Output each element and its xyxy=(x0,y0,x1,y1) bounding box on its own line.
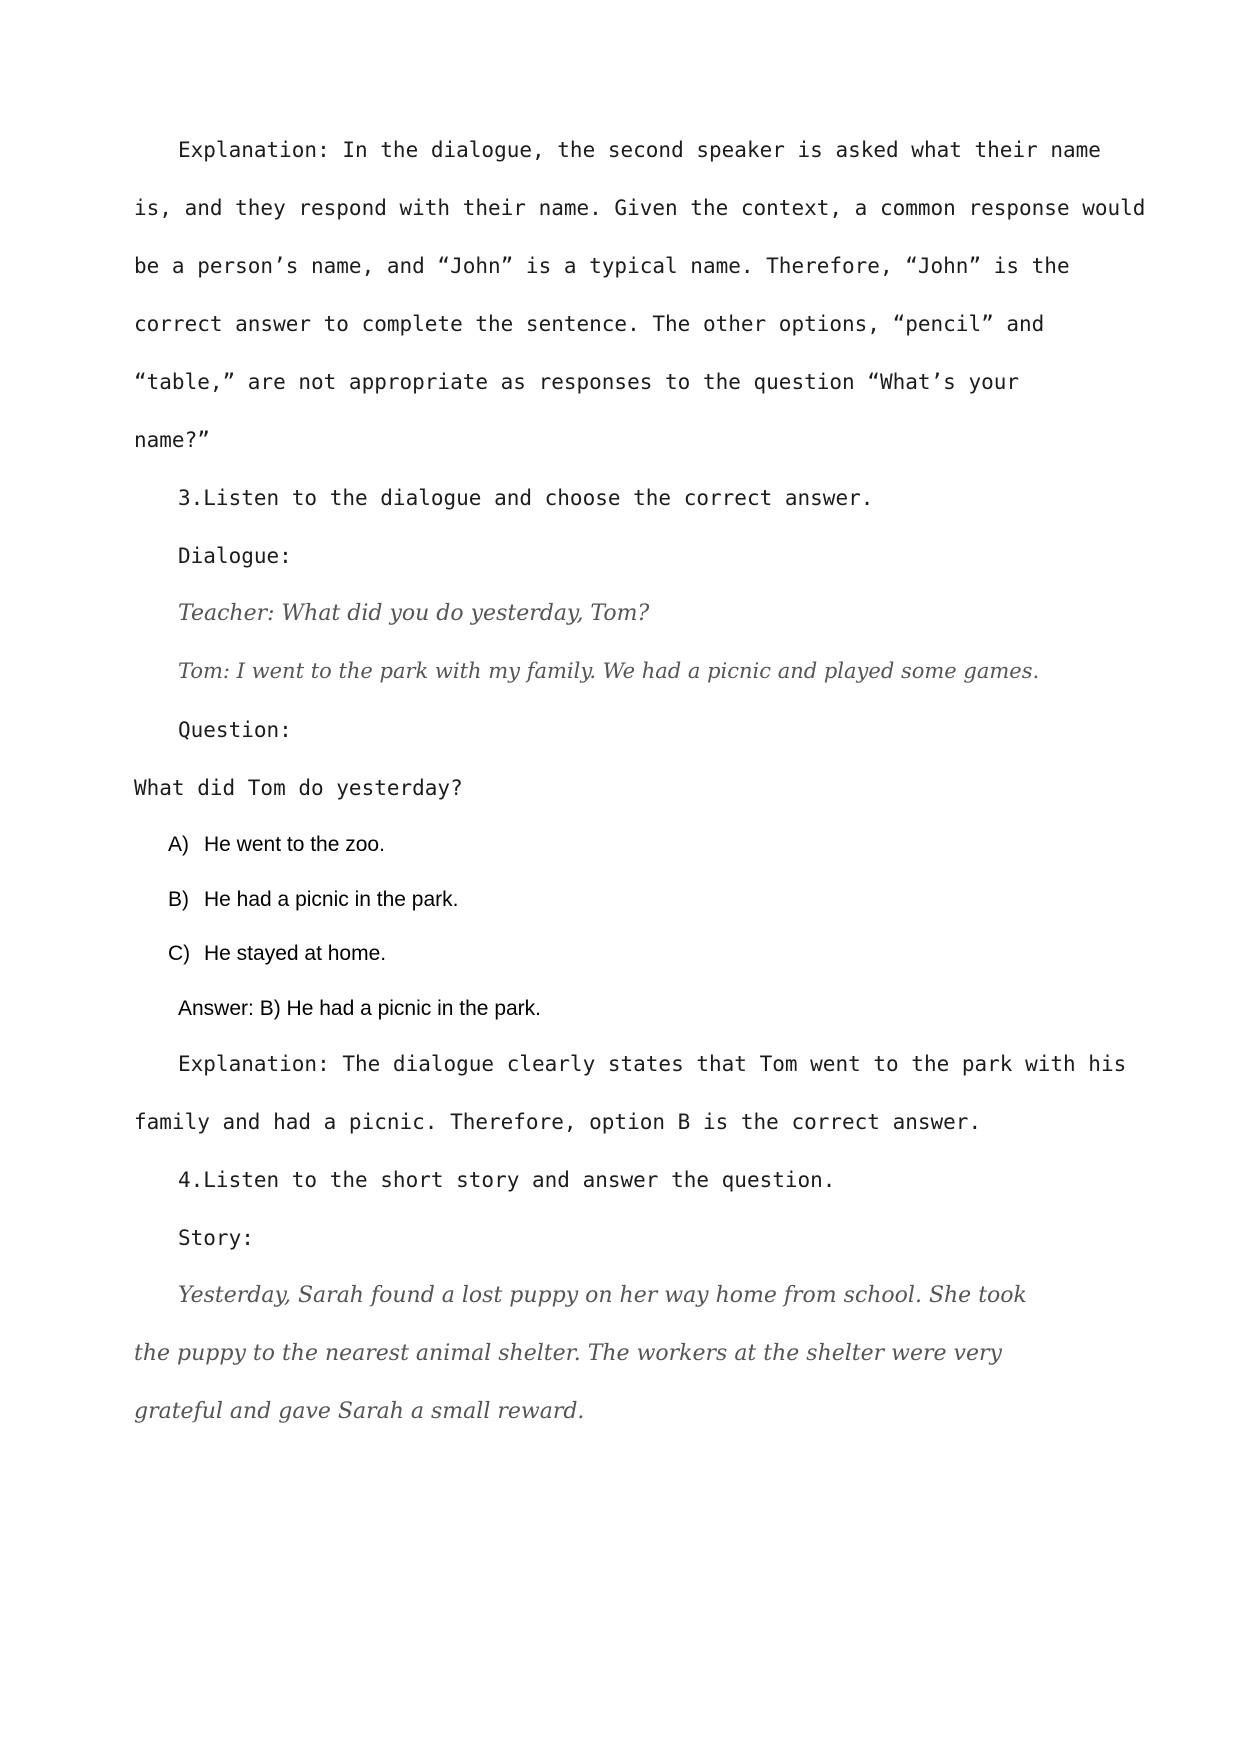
explanation-line: Explanation: The dialogue clearly states that Tom went to the park with his xyxy=(178,1052,1127,1076)
option-text: He went to the zoo. xyxy=(204,833,385,856)
explanation-line: is, and they respond with their name. Given the context, a common response would xyxy=(134,196,1146,220)
explanation-line: be a person’s name, and “John” is a typical name. Therefore, “John” is the xyxy=(134,254,1070,278)
option-b xyxy=(168,889,458,910)
dialogue-label: Dialogue: xyxy=(178,544,292,568)
explanation-line: Explanation: In the dialogue, the second speaker is asked what their name xyxy=(178,138,1101,162)
question-text: What did Tom do yesterday? xyxy=(134,776,463,800)
answer-line: Answer: B) He had a picnic in the park. xyxy=(178,997,542,1020)
dialogue-line: Tom: I went to the park with my family. We had a picnic and played some games. xyxy=(178,659,1040,683)
explanation-line: “table,” are not appropriate as responses to the question “What’s your xyxy=(134,370,1020,394)
question-instruction: 3.Listen to the dialogue and choose the correct answer. xyxy=(178,486,874,510)
option-text: He stayed at home. xyxy=(204,942,387,965)
story-line: Yesterday, Sarah found a lost puppy on her way home from school. She took xyxy=(178,1283,1027,1308)
option-c xyxy=(168,943,386,964)
option-a xyxy=(168,834,385,855)
question-label: Question: xyxy=(178,718,292,742)
dialogue-line: Teacher: What did you do yesterday, Tom? xyxy=(178,601,650,626)
story-line: grateful and gave Sarah a small reward. xyxy=(134,1399,585,1424)
explanation-line: name?” xyxy=(134,428,210,452)
question-instruction: 4.Listen to the short story and answer the question. xyxy=(178,1168,836,1192)
option-letter: C) xyxy=(168,942,191,965)
explanation-line: family and had a picnic. Therefore, option B is the correct answer. xyxy=(134,1110,982,1134)
explanation-line: correct answer to complete the sentence. The other options, “pencil” and xyxy=(134,312,1045,336)
option-text: He had a picnic in the park. xyxy=(204,888,459,911)
story-line: the puppy to the nearest animal shelter. The workers at the shelter were very xyxy=(134,1341,1002,1366)
story-label: Story: xyxy=(178,1226,254,1250)
option-letter: A) xyxy=(168,833,189,856)
option-letter: B) xyxy=(168,888,189,911)
